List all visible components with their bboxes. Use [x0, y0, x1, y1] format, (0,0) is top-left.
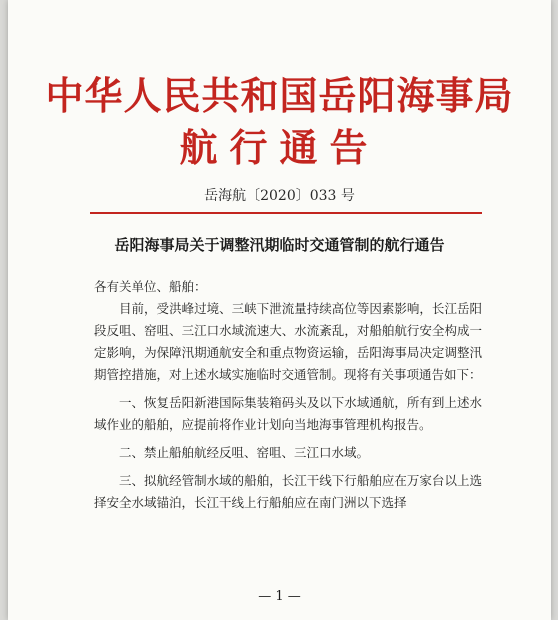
intro-paragraph: 目前，受洪峰过境、三峡下泄流量持续高位等因素影响，长江岳阳段反咀、窑咀、三江口水域流速大、水流紊乱，对船舶航行安全构成一定影响，为保障汛期通航安全和重点物资运输，岳阳海事局决定调整汛期管控措施，对上述水域实施临时交通管制。现将有关事项通告如下： — [94, 301, 482, 382]
item-paragraph-2: 二、禁止船舶航经反咀、窑咀、三江口水域。 — [119, 445, 370, 460]
page-number: — 1 — — [258, 589, 301, 604]
issuing-organization-heading: 中华人民共和国岳阳海事局 — [45, 73, 514, 118]
notice-subject-title: 岳阳海事局关于调整汛期临时交通管制的航行通告 — [114, 236, 445, 254]
item-paragraph-1: 一、恢复岳阳新港国际集装箱码头及以下水域通航，所有到上述水域作业的船舶，应提前将作业计划向当地海事管理机构报告。 — [94, 395, 482, 432]
item-paragraph-3: 三、拟航经管制水域的船舶，长江干线下行船舶应在万家台以上选择安全水域锚泊，长江干线上行船舶应在南门洲以下选择 — [94, 473, 482, 510]
document-number: 岳海航〔2020〕033 号 — [204, 188, 355, 204]
addressee-line: 各有关单位、船舶： — [94, 279, 207, 294]
document-page — [8, 0, 551, 620]
notice-body — [94, 276, 482, 514]
document-type-heading: 航行通告 — [179, 125, 380, 170]
red-divider-line — [90, 212, 482, 214]
